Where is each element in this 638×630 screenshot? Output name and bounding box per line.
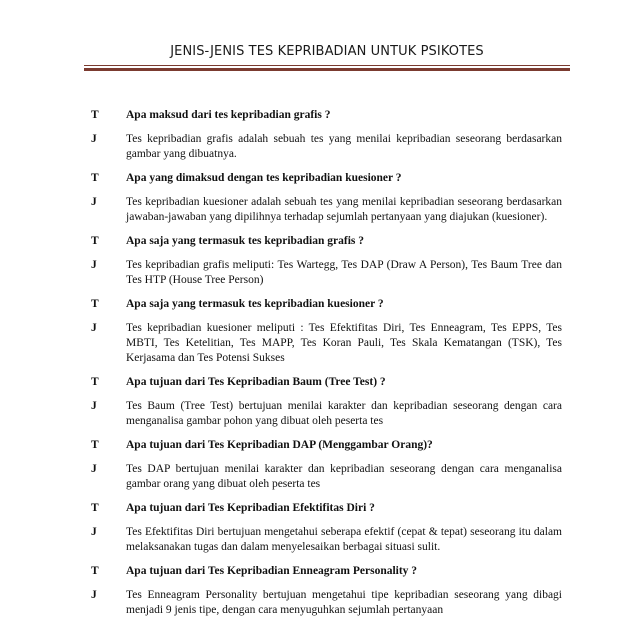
question-text: Apa tujuan dari Tes Kepribadian DAP (Menggambar Orang)? <box>126 439 433 451</box>
answer-tag: J <box>91 196 97 208</box>
question-tag: T <box>91 502 99 514</box>
question-text: Apa saja yang termasuk tes kepribadian kuesioner ? <box>126 298 384 310</box>
answer-tag: J <box>91 400 97 412</box>
question-row <box>0 297 638 312</box>
question-tag: T <box>91 172 99 184</box>
question-text: Apa yang dimaksud dengan tes kepribadian kuesioner ? <box>126 172 402 184</box>
question-row <box>0 375 638 390</box>
answer-tag: J <box>91 589 97 601</box>
question-row <box>0 234 638 249</box>
question-row <box>0 438 638 453</box>
header-rule-thick <box>84 68 570 71</box>
question-text: Apa maksud dari tes kepribadian grafis ? <box>126 109 331 121</box>
question-text: Apa tujuan dari Tes Kepribadian Enneagram Personality ? <box>126 565 418 577</box>
question-tag: T <box>91 376 99 388</box>
answer-row <box>0 462 638 492</box>
answer-text: Tes kepribadian grafis meliputi: Tes Wartegg, Tes DAP (Draw A Person), Tes Baum Tree dan Tes HTP (House Tree Person) <box>126 259 562 286</box>
answer-text: Tes Enneagram Personality bertujuan mengetahui tipe kepribadian seseorang yang dibagi menjadi 9 jenis tipe, dengan cara menyuguhkan sejumlah pertanyaan <box>126 589 562 616</box>
answer-text: Tes DAP bertujuan menilai karakter dan kepribadian seseorang dengan cara menganalisa gambar orang yang dibuat oleh peserta tes <box>126 463 562 490</box>
question-text: Apa tujuan dari Tes Kepribadian Efektifitas Diri ? <box>126 502 375 514</box>
answer-row <box>0 132 638 162</box>
answer-tag: J <box>91 133 97 145</box>
header-rule-thin <box>84 65 570 66</box>
answer-text: Tes kepribadian grafis adalah sebuah tes yang menilai kepribadian seseorang berdasarkan gambar yang dibuatnya. <box>126 133 562 160</box>
question-row <box>0 171 638 186</box>
question-tag: T <box>91 235 99 247</box>
question-tag: T <box>91 109 99 121</box>
answer-tag: J <box>91 322 97 334</box>
answer-text: Tes kepribadian kuesioner adalah sebuah tes yang menilai kepribadian seseorang berdasarkan jawaban-jawaban yang dipilihnya terhadap sejumlah pertanyaan yang diajukan (kuesioner). <box>126 196 562 223</box>
answer-row <box>0 588 638 618</box>
answer-row <box>0 321 638 366</box>
answer-row <box>0 195 638 225</box>
question-text: Apa saja yang termasuk tes kepribadian grafis ? <box>126 235 365 247</box>
answer-row <box>0 399 638 429</box>
question-row <box>0 564 638 579</box>
answer-text: Tes Baum (Tree Test) bertujuan menilai karakter dan kepribadian seseorang dengan cara menganalisa gambar pohon yang dibuat oleh peserta tes <box>126 400 562 427</box>
answer-text: Tes kepribadian kuesioner meliputi : Tes Efektifitas Diri, Tes Enneagram, Tes EPPS, Tes MBTI, Tes Ketelitian, Tes MAPP, Tes Koran Pauli, Tes Skala Kematangan (TSK), Tes Kerjasama dan Tes Potensi Sukses <box>126 322 562 364</box>
question-row <box>0 108 638 123</box>
question-row <box>0 501 638 516</box>
answer-tag: J <box>91 526 97 538</box>
answer-text: Tes Efektifitas Diri bertujuan mengetahui seberapa efektif (cepat & tepat) seseorang itu dalam melaksanakan tugas dan dalam menyelesaikan berbagai situasi sulit. <box>126 526 562 553</box>
answer-row <box>0 525 638 555</box>
question-tag: T <box>91 565 99 577</box>
qa-list <box>0 108 638 627</box>
answer-row <box>0 258 638 288</box>
answer-tag: J <box>91 259 97 271</box>
question-text: Apa tujuan dari Tes Kepribadian Baum (Tree Test) ? <box>126 376 386 388</box>
question-tag: T <box>91 439 99 451</box>
answer-tag: J <box>91 463 97 475</box>
question-tag: T <box>91 298 99 310</box>
page-title: JENIS-JENIS TES KEPRIBADIAN UNTUK PSIKOTES <box>170 44 484 59</box>
